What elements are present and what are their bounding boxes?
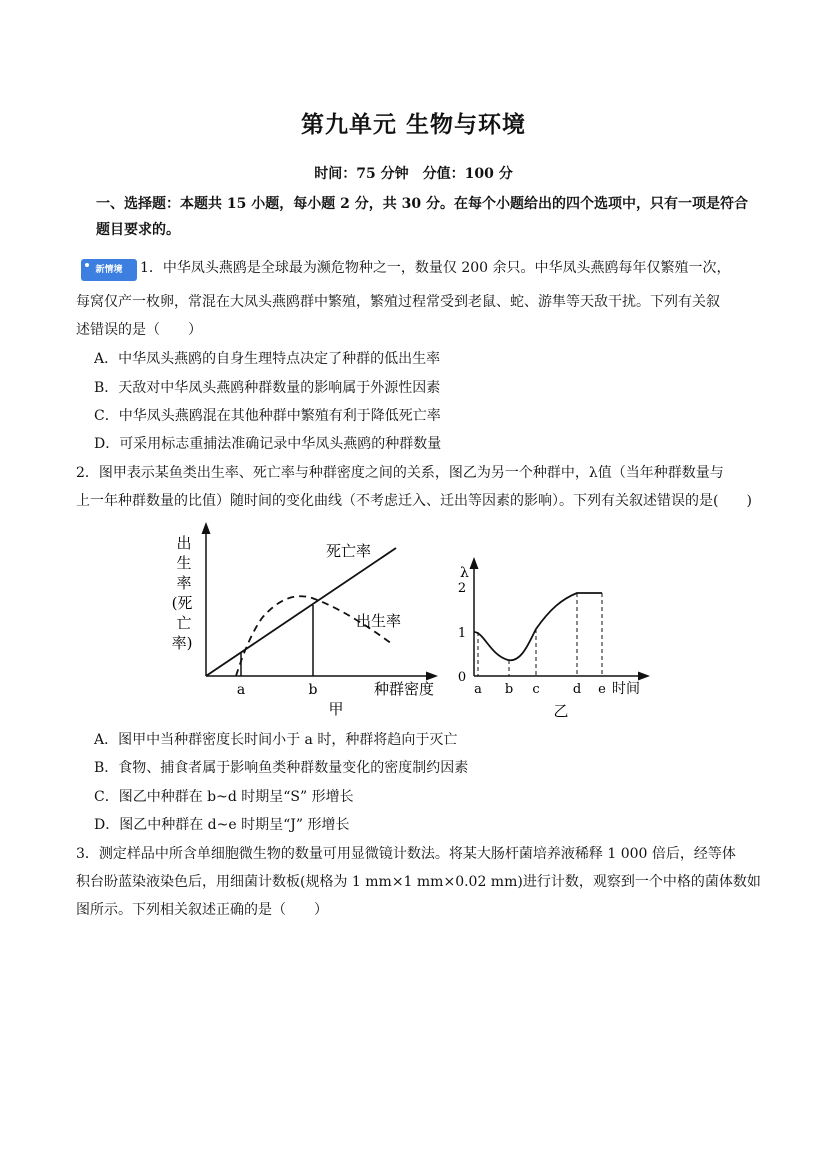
q3-line-2: 积台盼蓝染液染色后，用细菌计数板(规格为 1 mm×1 mm×0.02 mm)进行计数，观察到一个中格的菌体数如 (76, 874, 761, 890)
q1-option-b[interactable]: B．天敌对中华凤头燕鸥种群数量的影响属于外源性因素 (94, 380, 441, 396)
q2-option-c[interactable]: C．图乙中种群在 b~d 时期呈“S” 形增长 (94, 789, 354, 805)
badge-label: 新情境 (95, 265, 123, 275)
exam-meta: 时间：75 分钟 分值：100 分 (314, 166, 513, 182)
section-heading: 一、选择题：本题共 15 小题，每小题 2 分，共 30 分。在每个小题给出的四个选项中，只有一项是符合题目要求的。 (96, 196, 748, 238)
yi-lambda-curve (474, 593, 602, 660)
yi-x-tick-d: d (572, 682, 582, 697)
q1-line-3: 述错误的是（ ） (76, 322, 202, 338)
q2-option-d[interactable]: D．图乙中种群在 d~e 时期呈“J” 形增长 (94, 817, 350, 833)
yi-y-label: λ (460, 565, 469, 581)
jia-y-label-6: 率) (171, 634, 193, 652)
q3-line-1: 3．测定样品中所含单细胞微生物的数量可用显微镜计数法。将某大肠杆菌培养液稀释 1 000 倍后，经等体 (76, 846, 736, 862)
jia-tick-b: b (308, 682, 318, 698)
jia-death-label: 死亡率 (326, 542, 372, 560)
q1-line-1: 1．中华凤头燕鸥是全球最为濒危物种之一，数量仅 200 余只。中华凤头燕鸥每年仅繁殖一次， (140, 260, 731, 276)
yi-caption: 乙 (553, 702, 569, 720)
jia-x-label: 种群密度 (374, 680, 435, 698)
q1-option-a[interactable]: A．中华凤头燕鸥的自身生理特点决定了种群的低出生率 (94, 351, 441, 367)
figure-jia (170, 518, 450, 718)
yi-x-tick-c: c (532, 682, 540, 697)
yi-x-tick-b: b (504, 682, 514, 697)
jia-caption: 甲 (328, 700, 344, 718)
q1-option-d[interactable]: D．可采用标志重捕法准确记录中华凤头燕鸥的种群数量 (94, 436, 442, 452)
jia-y-label-3: 率 (176, 574, 192, 592)
q3-line-3: 图所示。下列相关叙述正确的是（ ） (76, 902, 328, 918)
jia-birth-label: 出生率 (356, 612, 402, 630)
yi-x-tick-e: e (598, 682, 606, 697)
q2-line-1: 2．图甲表示某鱼类出生率、死亡率与种群密度之间的关系，图乙为另一个种群中，λ值（当年种群数量与 (76, 465, 724, 481)
jia-tick-a: a (236, 682, 246, 698)
yi-y-tick-0: 0 (457, 670, 467, 685)
new-context-badge (81, 259, 137, 281)
page-title: 第九单元 生物与环境 (300, 112, 526, 138)
q2-option-a[interactable]: A．图甲中当种群密度长时间小于 a 时，种群将趋向于灭亡 (94, 732, 458, 748)
yi-y-tick-1: 1 (457, 626, 467, 641)
jia-y-label-4: (死 (171, 594, 193, 612)
q1-option-c[interactable]: C．中华凤头燕鸥混在其他种群中繁殖有利于降低死亡率 (94, 408, 441, 424)
yi-y-tick-2: 2 (457, 581, 467, 596)
badge-dot-icon (85, 263, 89, 267)
jia-y-label-1: 出 (176, 534, 192, 552)
jia-birth-rate-curve (236, 596, 392, 676)
jia-y-label-5: 亡 (176, 614, 192, 632)
q2-option-b[interactable]: B．食物、捕食者属于影响鱼类种群数量变化的密度制约因素 (94, 760, 469, 776)
jia-y-label-2: 生 (176, 554, 192, 572)
q2-line-2: 上一年种群数量的比值）随时间的变化曲线（不考虑迁入、迁出等因素的影响）。下列有关叙述错误的是( ) (76, 493, 752, 509)
yi-x-tick-a: a (474, 682, 482, 697)
figure-yi (450, 555, 650, 721)
q1-line-2: 每窝仅产一枚卵，常混在大凤头燕鸥群中繁殖，繁殖过程常受到老鼠、蛇、游隼等天敌干扰。下列有关叙 (76, 294, 720, 310)
yi-x-label: 时间 (612, 681, 640, 697)
